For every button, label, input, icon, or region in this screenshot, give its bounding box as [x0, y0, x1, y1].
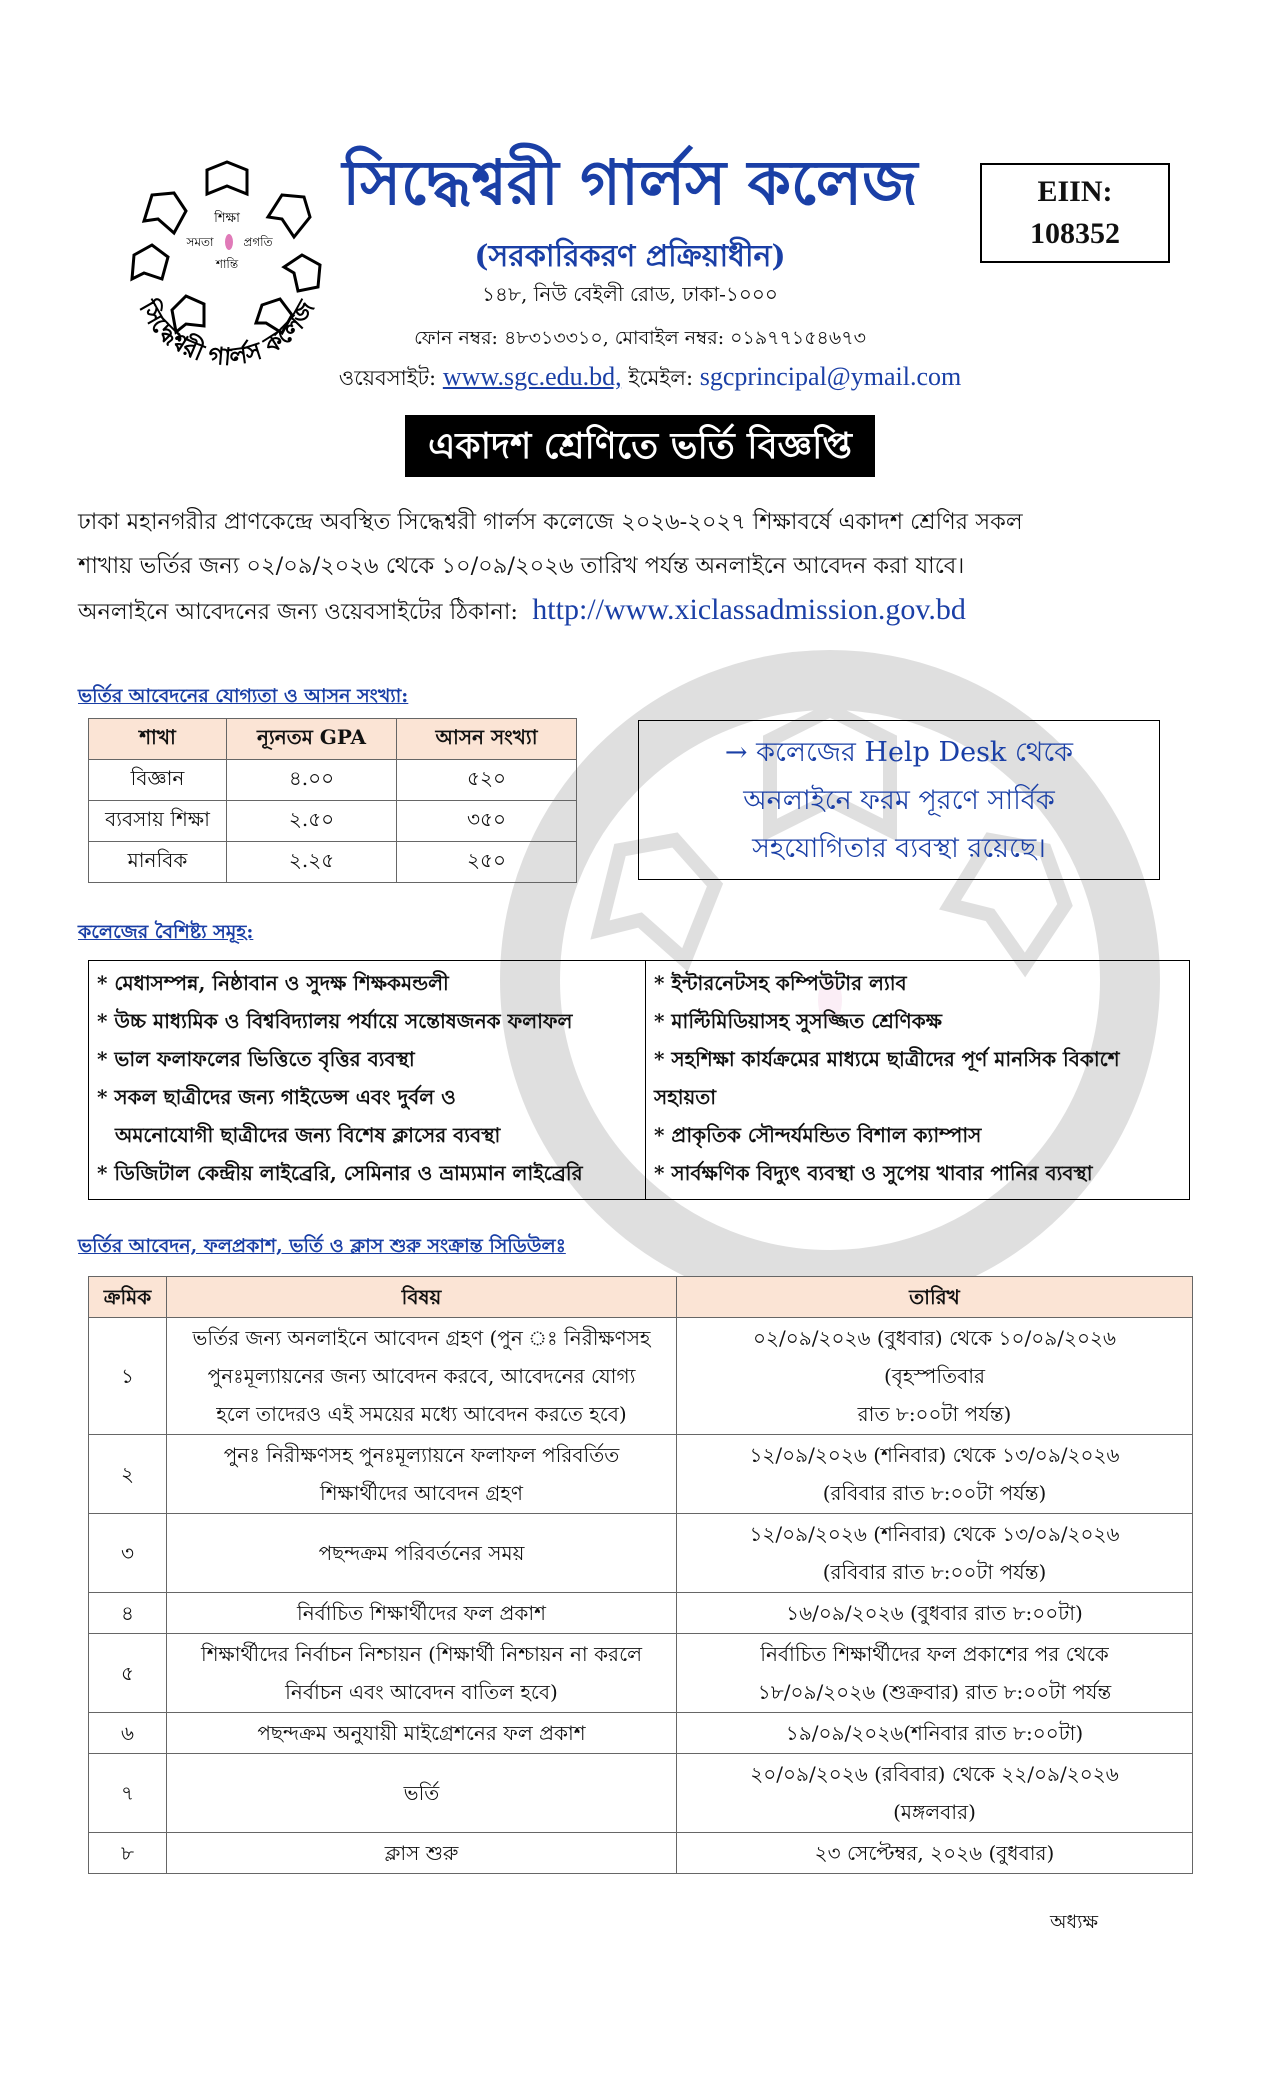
- list-item: অমনোযোগী ছাত্রীদের জন্য বিশেষ ক্লাসের ব্যবস্থা: [115, 1123, 501, 1147]
- seats-cell: ২৫০: [397, 842, 577, 883]
- eiin-label: EIIN:: [1037, 175, 1113, 208]
- subject-line: পুনঃ নিরীক্ষণসহ পুনঃমূল্যায়নে ফলাফল পরিবর্তিত: [223, 1443, 620, 1467]
- college-name: সিদ্ধেশ্বরী গার্লস কলেজ: [342, 146, 918, 219]
- list-item: * ডিজিটাল কেন্দ্রীয় লাইব্রেরি, সেমিনার ও ভ্রাম্যমান লাইব্রেরি: [97, 1161, 583, 1185]
- subject-cell: [167, 1593, 677, 1634]
- notice-title: একাদশ শ্রেণিতে ভর্তি বিজ্ঞপ্তি: [405, 415, 875, 477]
- col-header-subject: বিষয়: [167, 1277, 677, 1318]
- date-line: রাত ৮:০০টা পর্যন্ত): [857, 1402, 1012, 1426]
- college-address: ১৪৮, নিউ বেইলী রোড, ঢাকা-১০০০: [482, 282, 778, 306]
- col-header-serial: ক্রমিক: [89, 1277, 167, 1318]
- email-label: ইমেইল:: [628, 366, 694, 390]
- list-item: * সকল ছাত্রীদের জন্য গাইডেন্স এবং দুর্বল ও: [97, 1085, 456, 1109]
- helpdesk-line-3: সহযোগিতার ব্যবস্থা রয়েছে।: [752, 833, 1046, 864]
- serial-cell: ৭: [89, 1754, 167, 1833]
- intro-line-3: অনলাইনে আবেদনের জন্য ওয়েবসাইটের ঠিকানা:: [78, 599, 518, 625]
- subject-cell: [167, 1754, 677, 1833]
- date-cell: [677, 1514, 1193, 1593]
- table-row: [89, 1713, 1193, 1754]
- seats-cell: ৫২০: [397, 760, 577, 801]
- date-line: ১৮/০৯/২০২৬ (শুক্রবার) রাত ৮:০০টা পর্যন্ত: [757, 1680, 1112, 1704]
- date-cell: [677, 1713, 1193, 1754]
- date-cell: [677, 1318, 1193, 1435]
- subject-line: পছন্দক্রম পরিবর্তনের সময়: [318, 1541, 525, 1565]
- website-link[interactable]: www.sgc.edu.bd,: [442, 362, 622, 391]
- list-item: * ভাল ফলাফলের ভিত্তিতে বৃত্তির ব্যবস্থা: [97, 1047, 415, 1071]
- date-line: ২০/০৯/২০২৬ (রবিবার) থেকে ২২/০৯/২০২৬: [750, 1762, 1119, 1786]
- serial-cell: ১: [89, 1318, 167, 1435]
- table-row: [89, 1435, 1193, 1514]
- date-line: ০২/০৯/২০২৬ (বুধবার) থেকে ১০/০৯/২০২৬: [753, 1326, 1116, 1350]
- website-label: ওয়েবসাইট:: [338, 366, 437, 390]
- date-line: (রবিবার রাত ৮:০০টা পর্যন্ত): [822, 1481, 1047, 1505]
- schedule-heading: ভর্তির আবেদন, ফলপ্রকাশ, ভর্তি ও ক্লাস শুরু সংক্রান্ত সিডিউলঃ: [78, 1235, 566, 1257]
- helpdesk-line-2: অনলাইনে ফরম পূরণে সার্বিক: [743, 785, 1055, 816]
- subject-cell: [167, 1435, 677, 1514]
- date-line: নির্বাচিত শিক্ষার্থীদের ফল প্রকাশের পর থেকে: [760, 1642, 1109, 1666]
- gpa-cell: ২.২৫: [227, 842, 397, 883]
- date-cell: [677, 1754, 1193, 1833]
- web-contact-line: [270, 362, 1030, 397]
- eiin-number: 108352: [1030, 217, 1120, 250]
- date-line: ১২/০৯/২০২৬ (শনিবার) থেকে ১৩/০৯/২০২৬: [749, 1522, 1120, 1546]
- date-cell: [677, 1593, 1193, 1634]
- features-heading: কলেজের বৈশিষ্ট্য সমূহ:: [78, 921, 254, 943]
- logo-text-bottom: শান্তি: [215, 257, 239, 271]
- schedule-body: [89, 1318, 1193, 1874]
- table-row: [89, 1833, 1193, 1874]
- intro-line-1: ঢাকা মহানগরীর প্রাণকেন্দ্রে অবস্থিত সিদ্ধেশ্বরী গার্লস কলেজে ২০২৬-২০২৭ শিক্ষাবর্ষে একাদশ শ্রেণির সকল: [78, 509, 1023, 535]
- col-header-date: তারিখ: [677, 1277, 1193, 1318]
- logo-ring-text: সিদ্ধেশ্বরী গার্লস কলেজ: [133, 295, 321, 372]
- eligibility-heading: ভর্তির আবেদনের যোগ্যতা ও আসন সংখ্যা:: [78, 685, 409, 707]
- subject-cell: [167, 1713, 677, 1754]
- features-left-column: [89, 961, 646, 1199]
- subject-line: ভর্তির জন্য অনলাইনে আবেদন গ্রহণ (পুন ঃ নিরীক্ষণসহ: [192, 1326, 651, 1350]
- table-row: [89, 842, 577, 883]
- table-row: [89, 1634, 1193, 1713]
- subject-line: শিক্ষার্থীদের আবেদন গ্রহণ: [319, 1481, 523, 1505]
- logo-text-top: শিক্ষা: [214, 211, 240, 226]
- seats-cell: ৩৫০: [397, 801, 577, 842]
- serial-cell: ৮: [89, 1833, 167, 1874]
- serial-cell: ৪: [89, 1593, 167, 1634]
- gpa-cell: ২.৫০: [227, 801, 397, 842]
- list-item: * সহশিক্ষা কার্যক্রমের মাধ্যমে ছাত্রীদের পূর্ণ মানসিক বিকাশে: [654, 1047, 1120, 1071]
- subject-line: নির্বাচন এবং আবেদন বাতিল হবে): [285, 1680, 558, 1704]
- list-item: সহায়তা: [654, 1085, 717, 1109]
- date-line: ১৬/০৯/২০২৬ (বুধবার রাত ৮:০০টা): [786, 1601, 1083, 1625]
- branch-cell: বিজ্ঞান: [89, 760, 227, 801]
- features-table: [88, 960, 1190, 1200]
- date-line: (মঙ্গলবার): [893, 1800, 976, 1824]
- serial-cell: ২: [89, 1435, 167, 1514]
- subject-line: ক্লাস শুরু: [384, 1841, 459, 1865]
- list-item: * প্রাকৃতিক সৌন্দর্যমন্ডিত বিশাল ক্যাম্পাস: [654, 1123, 982, 1147]
- schedule-table: [88, 1276, 1193, 1874]
- subject-line: নির্বাচিত শিক্ষার্থীদের ফল প্রকাশ: [296, 1601, 547, 1625]
- subject-line: পছন্দক্রম অনুযায়ী মাইগ্রেশনের ফল প্রকাশ: [257, 1721, 586, 1745]
- date-line: (বৃহস্পতিবার: [883, 1364, 986, 1388]
- date-cell: [677, 1634, 1193, 1713]
- eiin-box: [980, 163, 1170, 263]
- subject-line: শিক্ষার্থীদের নির্বাচন নিশ্চায়ন (শিক্ষার্থী নিশ্চায়ন না করলে: [200, 1642, 643, 1666]
- logo-text-left: সমতা: [186, 235, 214, 249]
- date-line: ১৯/০৯/২০২৬(শনিবার রাত ৮:০০টা): [785, 1721, 1084, 1745]
- subject-line: ভর্তি: [403, 1781, 440, 1805]
- gpa-cell: ৪.০০: [227, 760, 397, 801]
- features-right-column: [646, 961, 1189, 1199]
- date-cell: [677, 1435, 1193, 1514]
- contact-numbers: ফোন নম্বর: ৪৮৩১৩৩১০, মোবাইল নম্বর: ০১৯৭৭১৫৪৬৭৩: [414, 327, 866, 349]
- branch-cell: মানবিক: [89, 842, 227, 883]
- table-row: [89, 760, 577, 801]
- date-line: ২৩ সেপ্টেম্বর, ২০২৬ (বুধবার): [814, 1841, 1055, 1865]
- table-row: [89, 1593, 1193, 1634]
- date-cell: [677, 1833, 1193, 1874]
- serial-cell: ৫: [89, 1634, 167, 1713]
- intro-line-2: শাখায় ভর্তির জন্য ০২/০৯/২০২৬ থেকে ১০/০৯/২০২৬ তারিখ পর্যন্ত অনলাইনে আবেদন করা যাবে।: [78, 553, 965, 579]
- branch-cell: ব্যবসায় শিক্ষা: [89, 801, 227, 842]
- subject-line: হলে তাদেরও এই সময়ের মধ্যে আবেদন করতে হবে): [216, 1402, 627, 1426]
- subject-line: পুনঃমূল্যায়নের জন্য আবেদন করবে, আবেদনের যোগ্য: [207, 1364, 636, 1388]
- table-row: [89, 801, 577, 842]
- serial-cell: ৬: [89, 1713, 167, 1754]
- serial-cell: ৩: [89, 1514, 167, 1593]
- principal-signature: অধ্যক্ষ: [1050, 1911, 1099, 1933]
- intro-paragraph: [78, 500, 1218, 634]
- date-line: (রবিবার রাত ৮:০০টা পর্যন্ত): [822, 1560, 1047, 1584]
- subject-cell: [167, 1634, 677, 1713]
- list-item: * সার্বক্ষণিক বিদ্যুৎ ব্যবস্থা ও সুপেয় খাবার পানির ব্যবস্থা: [654, 1161, 1093, 1185]
- list-item: * মাল্টিমিডিয়াসহ সুসজ্জিত শ্রেণিকক্ষ: [654, 1009, 942, 1033]
- subject-cell: [167, 1514, 677, 1593]
- col-header-branch: শাখা: [89, 719, 227, 760]
- admission-url[interactable]: http://www.xiclassadmission.gov.bd: [532, 593, 966, 626]
- subject-cell: [167, 1833, 677, 1874]
- logo-text-right: প্রগতি: [243, 235, 273, 249]
- list-item: * উচ্চ মাধ্যমিক ও বিশ্ববিদ্যালয় পর্যায়ে সন্তোষজনক ফলাফল: [97, 1009, 573, 1033]
- table-row: [89, 1514, 1193, 1593]
- col-header-gpa: ন্যূনতম GPA: [227, 719, 397, 760]
- helpdesk-line-1: → কলেজের Help Desk থেকে: [724, 737, 1074, 768]
- eligibility-table: [88, 718, 577, 883]
- list-item: * মেধাসম্পন্ন, নিষ্ঠাবান ও সুদক্ষ শিক্ষকমন্ডলী: [97, 971, 449, 995]
- helpdesk-box: [638, 720, 1160, 880]
- college-subtitle: (সরকারিকরণ প্রক্রিয়াধীন): [474, 239, 786, 274]
- table-row: [89, 1318, 1193, 1435]
- date-line: ১২/০৯/২০২৬ (শনিবার) থেকে ১৩/০৯/২০২৬: [749, 1443, 1120, 1467]
- subject-cell: [167, 1318, 677, 1435]
- list-item: * ইন্টারনেটসহ কম্পিউটার ল্যাব: [654, 971, 907, 995]
- table-row: [89, 1754, 1193, 1833]
- col-header-seats: আসন সংখ্যা: [397, 719, 577, 760]
- email-address[interactable]: sgcprincipal@ymail.com: [699, 362, 962, 391]
